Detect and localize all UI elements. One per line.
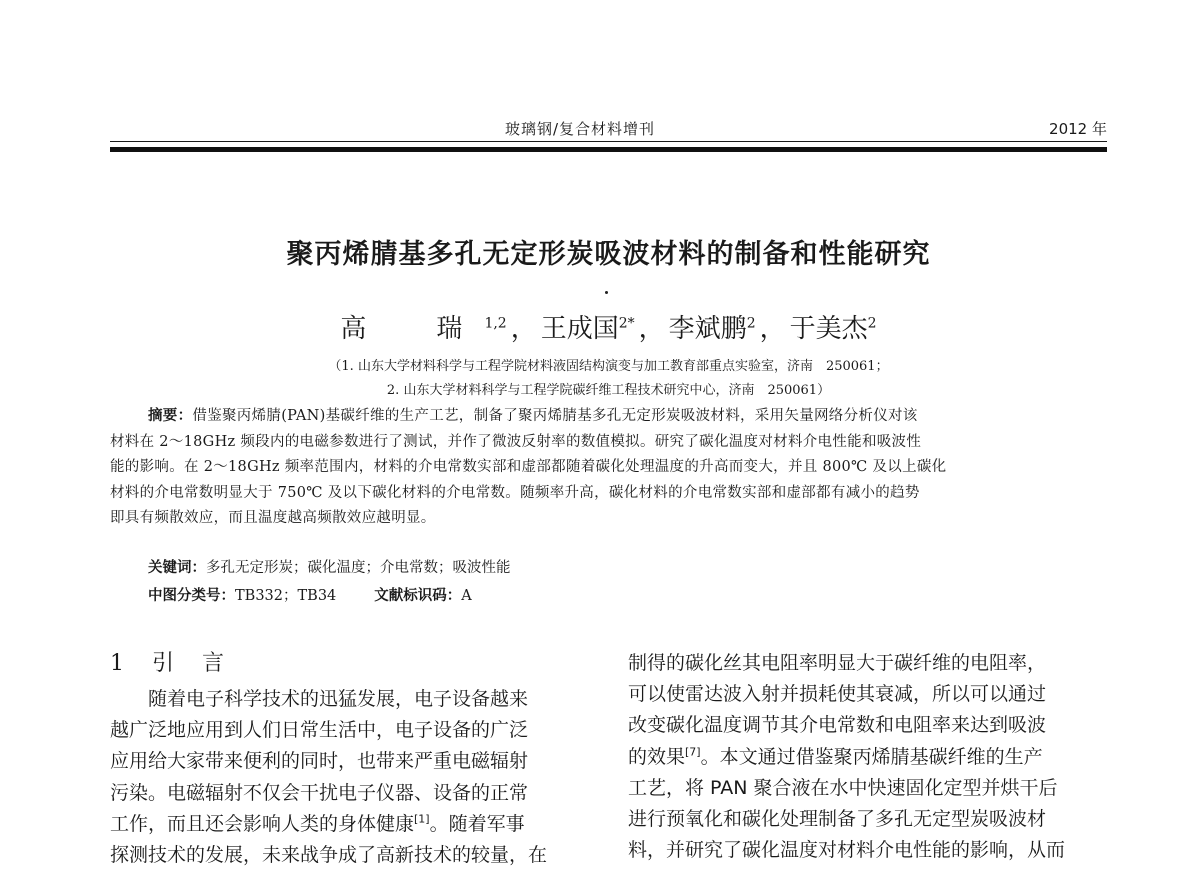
abstract-label: 摘要： [148, 408, 193, 424]
affiliation-1: （1. 山东大学材料科学与工程学院材料液固结构演变与加工教育部重点实验室，济南 250061； [328, 359, 889, 374]
author-affil-mark: 2 [746, 315, 756, 332]
author-name: 于美杰 [789, 314, 868, 344]
body-line: 随着电子科学技术的迅猛发展，电子设备越来 [148, 688, 529, 710]
abstract-line: 摘要：借鉴聚丙烯腈(PAN)基碳纤维的生产工艺，制备了聚丙烯腈基多孔无定形炭吸波材料，采用矢量网络分析仪对该 [148, 408, 918, 424]
author-affil-mark: 2* [618, 315, 635, 332]
abstract-line: 材料在 2～18GHz 频段内的电磁参数进行了测试，并作了微波反射率的数值模拟。研究了碳化温度对材料介电性能和吸波性 [110, 433, 922, 450]
body-line: 探测技术的发展，未来战争成了高新技术的较量，在 [110, 844, 548, 867]
author-affil-mark: 1,2 [484, 315, 507, 332]
abstract [110, 404, 1107, 532]
author-name: 李斌鹏 [668, 314, 747, 344]
body-line: 改变碳化温度调节其介电常数和电阻率来达到吸波 [628, 714, 1047, 737]
body-line: 进行预氧化和碳化处理制备了多孔无定型炭吸波材 [628, 808, 1047, 831]
section-heading [110, 648, 588, 684]
doc-code-label: 文献标识码： [374, 588, 462, 604]
keywords-value: 多孔无定形炭；碳化温度；介电常数；吸波性能 [206, 560, 511, 576]
body-line: 工艺，将 PAN 聚合液在水中快速固化定型并烘干后 [628, 776, 1058, 799]
abstract-line: 能的影响。在 2～18GHz 频率范围内，材料的介电常数实部和虚部都随着碳化处理温度的升高而变大，并且 800℃ 及以上碳化 [110, 459, 947, 476]
running-header [110, 118, 1107, 142]
body-line: 应用给大家带来便利的同时，也带来严重电磁辐射 [110, 750, 529, 773]
body-line: 可以使雷达波入射并损耗使其衰减，所以可以通过 [628, 683, 1047, 706]
body-line: 工作，而且还会影响人类的身体健康[1]。随着军事 [110, 812, 525, 835]
affiliation-2: 2. 山东大学材料科学与工程学院碳纤维工程技术研究中心，济南 250061） [386, 383, 831, 398]
abstract-line: 即具有频散效应，而且温度越高频散效应越明显。 [110, 510, 436, 527]
author-separator: ， [510, 314, 537, 344]
body-column-left [110, 648, 588, 871]
section-title-part: 引 [152, 651, 177, 676]
author-list [110, 308, 1107, 345]
keywords-label: 关键词： [148, 560, 206, 576]
body-column-right [628, 648, 1108, 866]
header-rule-thick [110, 147, 1107, 152]
citation: [7] [685, 745, 701, 759]
body-line: 的效果[7]。本文通过借鉴聚丙烯腈基碳纤维的生产 [628, 745, 1043, 768]
author-affil-mark: 2 [867, 315, 877, 332]
header-rule-thin [110, 141, 1107, 142]
citation: [1] [414, 812, 430, 826]
section-title-part: 言 [202, 651, 227, 676]
author-separator: ， [759, 314, 786, 344]
author-name: 高 瑞 [340, 314, 485, 344]
classification-line [148, 584, 472, 605]
clc-label: 中图分类号： [148, 588, 235, 604]
body-line: 制得的碳化丝其电阻率明显大于碳纤维的电阻率， [628, 652, 1047, 674]
body-line: 污染。电磁辐射不仅会干扰电子仪器、设备的正常 [110, 781, 529, 804]
doc-code-value: A [461, 588, 472, 604]
body-line: 越广泛地应用到人们日常生活中，电子设备的广泛 [110, 719, 529, 742]
author-name: 王成国 [540, 314, 619, 344]
title-dot [605, 291, 608, 294]
publication-year: 2012 年 [1049, 120, 1107, 138]
paper-title: 聚丙烯腈基多孔无定形炭吸波材料的制备和性能研究 [286, 239, 931, 270]
clc-value: TB332；TB34 [235, 588, 337, 604]
keywords [148, 556, 511, 577]
journal-name: 玻璃钢/复合材料增刊 [505, 120, 656, 138]
author-separator: ， [638, 314, 665, 344]
body-line: 料，并研究了碳化温度对材料介电性能的影响，从而 [628, 839, 1066, 862]
abstract-line: 材料的介电常数明显大于 750℃ 及以下碳化材料的介电常数。随频率升高，碳化材料的介电常数实部和虚部都有减小的趋势 [110, 484, 920, 501]
section-number: 1 [110, 651, 126, 676]
